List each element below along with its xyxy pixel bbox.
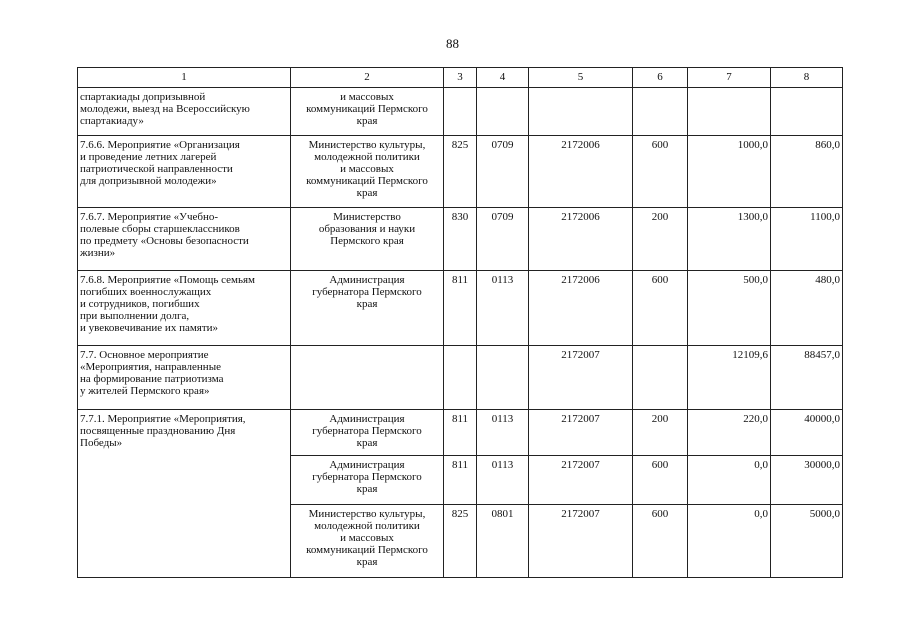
code-6-cell: 600 bbox=[633, 505, 688, 578]
activity-name-line: для допризывной молодежи» bbox=[80, 175, 217, 187]
amount-7-cell: 12109,6 bbox=[688, 346, 771, 410]
activity-name-line: 7.6.7. Мероприятие «Учебно- bbox=[80, 211, 219, 223]
executor-cell bbox=[291, 346, 444, 410]
code-6-cell bbox=[633, 346, 688, 410]
activity-name-line: молодежи, выезд на Всероссийскую bbox=[80, 103, 250, 115]
executor-line: коммуникаций Пермского bbox=[306, 103, 428, 115]
header-cell: 3 bbox=[444, 68, 477, 88]
code-3-cell bbox=[444, 88, 477, 136]
executor-line: губернатора Пермского bbox=[312, 471, 422, 483]
executor-line: молодежной политики bbox=[314, 151, 420, 163]
activity-name-line: посвященные празднованию Дня bbox=[80, 425, 236, 437]
executor-cell bbox=[291, 505, 444, 578]
table-row bbox=[78, 410, 843, 456]
amount-8-cell: 480,0 bbox=[771, 271, 843, 346]
amount-8-cell: 88457,0 bbox=[771, 346, 843, 410]
code-4-cell bbox=[477, 346, 529, 410]
code-3-cell: 825 bbox=[444, 505, 477, 578]
activity-name-line: патриотической направленности bbox=[80, 163, 233, 175]
executor-line: молодежной политики bbox=[314, 520, 420, 532]
code-6-cell bbox=[633, 88, 688, 136]
activity-name-cell bbox=[78, 346, 291, 410]
header-cell: 4 bbox=[477, 68, 529, 88]
executor-line: Министерство культуры, bbox=[308, 508, 426, 520]
table-row bbox=[78, 136, 843, 208]
activity-name-cell bbox=[78, 410, 291, 578]
activity-name-line: спартакиады допризывной bbox=[80, 91, 206, 103]
executor-line: губернатора Пермского bbox=[312, 425, 422, 437]
code-4-cell: 0801 bbox=[477, 505, 529, 578]
executor-line: и массовых bbox=[340, 91, 394, 103]
code-3-cell: 811 bbox=[444, 456, 477, 505]
code-3-cell: 811 bbox=[444, 410, 477, 456]
amount-8-cell: 30000,0 bbox=[771, 456, 843, 505]
activity-name-line: 7.6.8. Мероприятие «Помощь семьям bbox=[80, 274, 256, 286]
executor-line: края bbox=[356, 115, 378, 127]
code-5-cell: 2172006 bbox=[529, 136, 633, 208]
code-4-cell: 0709 bbox=[477, 208, 529, 271]
code-5-cell: 2172006 bbox=[529, 271, 633, 346]
amount-7-cell bbox=[688, 88, 771, 136]
executor-line: Администрация bbox=[329, 413, 405, 425]
activity-name-line: и проведение летних лагерей bbox=[80, 151, 217, 163]
activity-name-cell bbox=[78, 208, 291, 271]
amount-7-cell: 220,0 bbox=[688, 410, 771, 456]
amount-8-cell: 40000,0 bbox=[771, 410, 843, 456]
activity-name-line: и сотрудников, погибших bbox=[80, 298, 200, 310]
code-4-cell bbox=[477, 88, 529, 136]
amount-8-cell: 1100,0 bbox=[771, 208, 843, 271]
executor-line: коммуникаций Пермского bbox=[306, 175, 428, 187]
table-row bbox=[78, 88, 843, 136]
activity-name-line: полевые сборы старшеклассников bbox=[80, 223, 240, 235]
table-row bbox=[78, 271, 843, 346]
executor-line: края bbox=[356, 187, 378, 199]
header-cell: 7 bbox=[688, 68, 771, 88]
executor-line: края bbox=[356, 556, 378, 568]
code-5-cell: 2172006 bbox=[529, 208, 633, 271]
code-4-cell: 0113 bbox=[477, 456, 529, 505]
executor-line: губернатора Пермского bbox=[312, 286, 422, 298]
code-6-cell: 200 bbox=[633, 208, 688, 271]
code-3-cell: 830 bbox=[444, 208, 477, 271]
code-4-cell: 0709 bbox=[477, 136, 529, 208]
code-5-cell: 2172007 bbox=[529, 346, 633, 410]
header-cell: 5 bbox=[529, 68, 633, 88]
executor-line: Пермского края bbox=[330, 235, 404, 247]
executor-cell bbox=[291, 136, 444, 208]
activity-name-cell bbox=[78, 136, 291, 208]
activity-name-line: погибших военнослужащих bbox=[80, 286, 212, 298]
code-6-cell: 600 bbox=[633, 136, 688, 208]
code-5-cell bbox=[529, 88, 633, 136]
executor-line: края bbox=[356, 437, 378, 449]
code-3-cell: 811 bbox=[444, 271, 477, 346]
amount-7-cell: 0,0 bbox=[688, 505, 771, 578]
code-6-cell: 200 bbox=[633, 410, 688, 456]
code-5-cell: 2172007 bbox=[529, 456, 633, 505]
activity-name-line: Победы» bbox=[80, 437, 123, 449]
activity-name-line: 7.7.1. Мероприятие «Мероприятия, bbox=[80, 413, 246, 425]
activity-name-line: 7.7. Основное мероприятие bbox=[80, 349, 209, 361]
table-row bbox=[78, 208, 843, 271]
executor-line: Администрация bbox=[329, 459, 405, 471]
amount-8-cell bbox=[771, 88, 843, 136]
code-6-cell: 600 bbox=[633, 456, 688, 505]
executor-line: края bbox=[356, 483, 378, 495]
page-number: 88 bbox=[446, 36, 459, 51]
executor-line: коммуникаций Пермского bbox=[306, 544, 428, 556]
header-cell: 1 bbox=[78, 68, 291, 88]
code-4-cell: 0113 bbox=[477, 410, 529, 456]
executor-cell bbox=[291, 410, 444, 456]
activity-name-line: 7.6.6. Мероприятие «Организация bbox=[80, 139, 240, 151]
table-row bbox=[78, 346, 843, 410]
amount-7-cell: 500,0 bbox=[688, 271, 771, 346]
amount-7-cell: 1300,0 bbox=[688, 208, 771, 271]
activity-name-line: по предмету «Основы безопасности bbox=[80, 235, 249, 247]
amount-7-cell: 1000,0 bbox=[688, 136, 771, 208]
amount-7-cell: 0,0 bbox=[688, 456, 771, 505]
executor-cell bbox=[291, 88, 444, 136]
budget-table bbox=[77, 67, 843, 578]
code-6-cell: 600 bbox=[633, 271, 688, 346]
executor-line: края bbox=[356, 298, 378, 310]
executor-cell bbox=[291, 208, 444, 271]
executor-line: и массовых bbox=[340, 163, 394, 175]
header-row bbox=[78, 68, 843, 88]
executor-cell bbox=[291, 271, 444, 346]
header-cell: 6 bbox=[633, 68, 688, 88]
activity-name-line: и увековечивание их памяти» bbox=[80, 322, 219, 334]
amount-8-cell: 5000,0 bbox=[771, 505, 843, 578]
executor-line: образования и науки bbox=[318, 223, 416, 235]
activity-name-line: «Мероприятия, направленные bbox=[80, 361, 221, 373]
activity-name-line: при выполнении долга, bbox=[80, 310, 190, 322]
header-cell: 8 bbox=[771, 68, 843, 88]
activity-name-line: на формирование патриотизма bbox=[80, 373, 224, 385]
code-3-cell: 825 bbox=[444, 136, 477, 208]
executor-cell bbox=[291, 456, 444, 505]
activity-name-cell bbox=[78, 271, 291, 346]
executor-line: Министерство культуры, bbox=[308, 139, 426, 151]
code-5-cell: 2172007 bbox=[529, 410, 633, 456]
code-3-cell bbox=[444, 346, 477, 410]
executor-line: и массовых bbox=[340, 532, 394, 544]
activity-name-line: жизни» bbox=[80, 247, 116, 259]
code-5-cell: 2172007 bbox=[529, 505, 633, 578]
executor-line: Министерство bbox=[333, 211, 401, 223]
activity-name-cell bbox=[78, 88, 291, 136]
activity-name-line: у жителей Пермского края» bbox=[80, 385, 210, 397]
executor-line: Администрация bbox=[329, 274, 405, 286]
header-cell: 2 bbox=[291, 68, 444, 88]
activity-name-line: спартакиаду» bbox=[80, 115, 144, 127]
amount-8-cell: 860,0 bbox=[771, 136, 843, 208]
code-4-cell: 0113 bbox=[477, 271, 529, 346]
